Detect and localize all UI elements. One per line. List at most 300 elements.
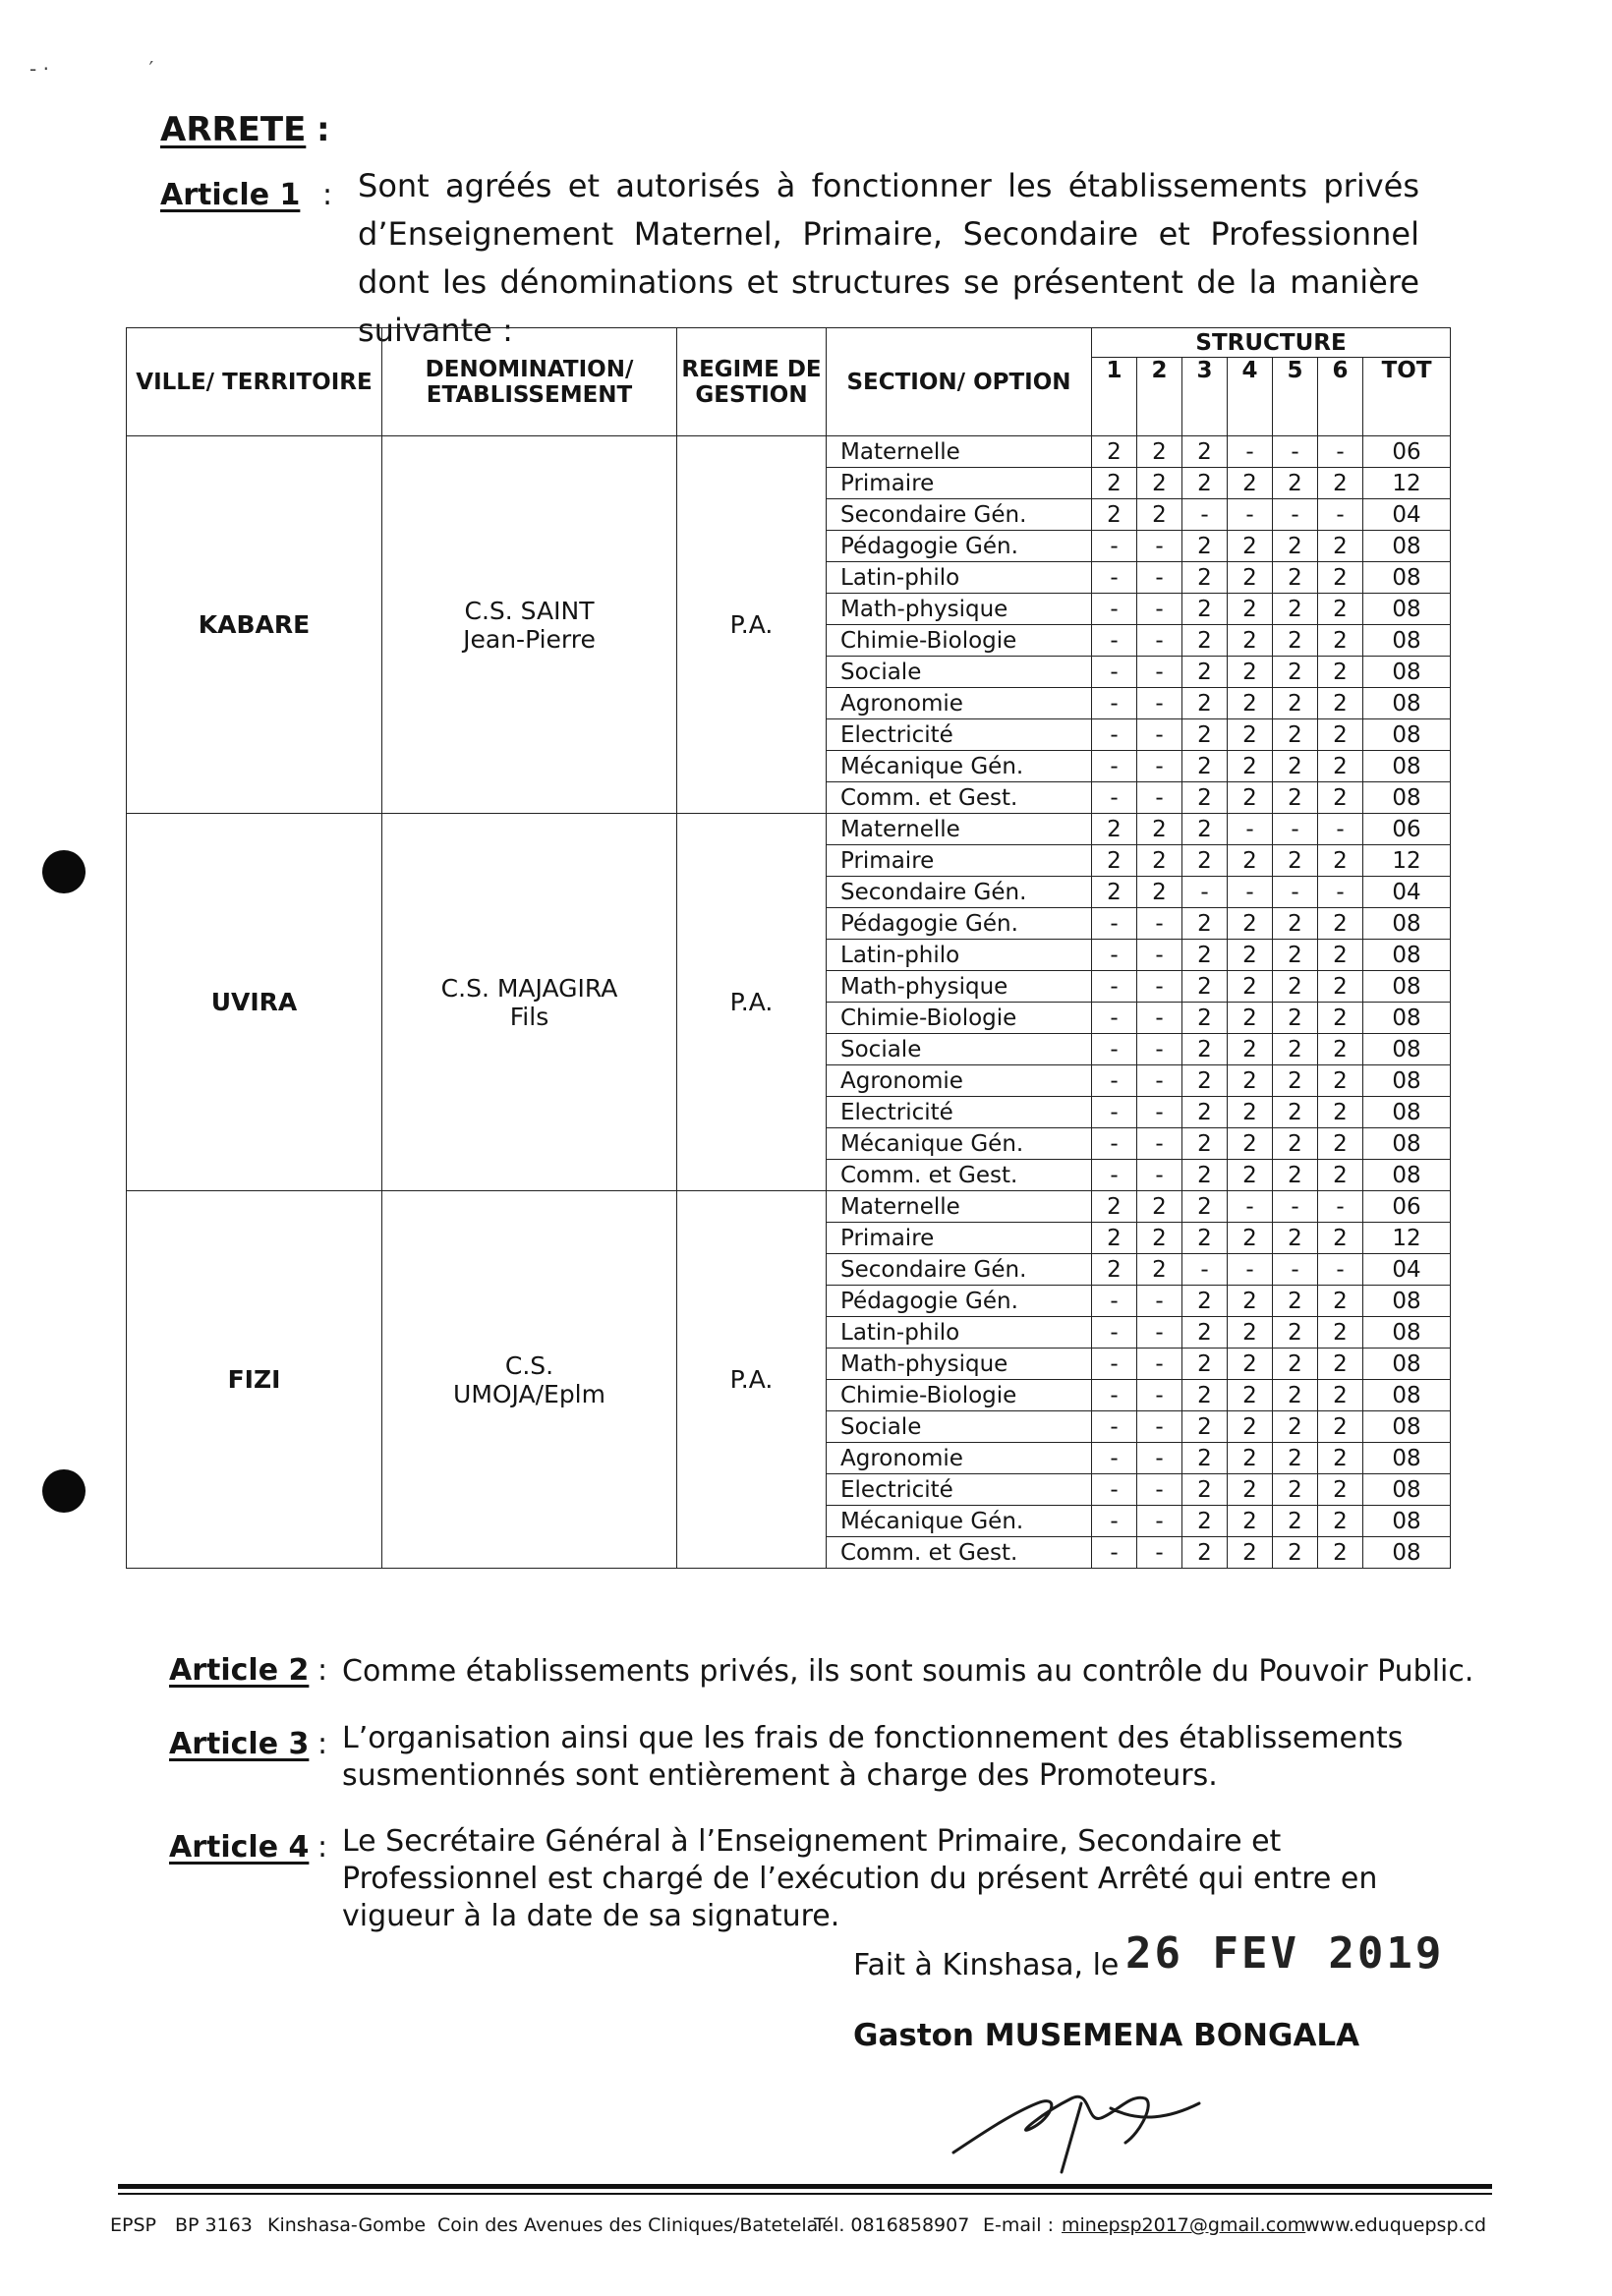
- year-value-cell: 2: [1182, 1537, 1228, 1569]
- table-row: [127, 1191, 1451, 1223]
- year-value-cell: -: [1137, 1349, 1182, 1380]
- section-cell: Secondaire Gén.: [827, 1254, 1092, 1286]
- year-value-cell: 2: [1182, 688, 1228, 719]
- year-value-cell: -: [1318, 877, 1363, 908]
- total-cell: 08: [1363, 1537, 1451, 1569]
- footer-website[interactable]: www.eduquepsp.cd: [1304, 2214, 1487, 2236]
- year-value-cell: -: [1137, 688, 1182, 719]
- year-value-cell: 2: [1092, 814, 1137, 845]
- header-denomination: DENOMINATION/ ETABLISSEMENT: [382, 328, 677, 436]
- year-value-cell: 2: [1182, 625, 1228, 657]
- article-3-colon: :: [317, 1727, 328, 1761]
- section-cell: Primaire: [827, 845, 1092, 877]
- year-value-cell: 2: [1273, 845, 1318, 877]
- total-cell: 08: [1363, 1003, 1451, 1034]
- year-value-cell: -: [1318, 814, 1363, 845]
- year-value-cell: 2: [1273, 719, 1318, 751]
- year-value-cell: 2: [1318, 782, 1363, 814]
- punch-hole-dot: [42, 1469, 86, 1513]
- section-cell: Math-physique: [827, 1349, 1092, 1380]
- section-cell: Agronomie: [827, 1065, 1092, 1097]
- total-cell: 04: [1363, 499, 1451, 531]
- total-cell: 08: [1363, 908, 1451, 940]
- total-cell: 08: [1363, 1349, 1451, 1380]
- year-value-cell: 2: [1228, 1223, 1273, 1254]
- regime-cell: P.A.: [677, 814, 827, 1191]
- year-value-cell: 2: [1318, 1034, 1363, 1065]
- year-value-cell: 2: [1137, 845, 1182, 877]
- year-value-cell: -: [1228, 814, 1273, 845]
- year-value-cell: -: [1137, 940, 1182, 971]
- date-stamp: 26 FEV 2019: [1125, 1928, 1445, 1979]
- year-value-cell: 2: [1092, 1254, 1137, 1286]
- year-value-cell: -: [1092, 1380, 1137, 1411]
- year-value-cell: 2: [1228, 845, 1273, 877]
- year-value-cell: 2: [1182, 531, 1228, 562]
- year-value-cell: 2: [1228, 940, 1273, 971]
- year-value-cell: 2: [1182, 1223, 1228, 1254]
- year-value-cell: -: [1092, 751, 1137, 782]
- year-value-cell: 2: [1228, 625, 1273, 657]
- year-value-cell: 2: [1318, 657, 1363, 688]
- year-value-cell: 2: [1137, 877, 1182, 908]
- year-value-cell: 2: [1273, 908, 1318, 940]
- year-value-cell: -: [1092, 1065, 1137, 1097]
- year-value-cell: 2: [1273, 531, 1318, 562]
- total-cell: 08: [1363, 531, 1451, 562]
- year-value-cell: -: [1137, 1537, 1182, 1569]
- year-value-cell: 2: [1092, 845, 1137, 877]
- header-year: 3: [1182, 358, 1228, 436]
- year-value-cell: 2: [1318, 1537, 1363, 1569]
- year-value-cell: -: [1092, 1537, 1137, 1569]
- section-cell: Comm. et Gest.: [827, 1537, 1092, 1569]
- year-value-cell: -: [1092, 1411, 1137, 1443]
- year-value-cell: 2: [1228, 1411, 1273, 1443]
- year-value-cell: 2: [1182, 594, 1228, 625]
- total-cell: 08: [1363, 971, 1451, 1003]
- year-value-cell: -: [1228, 877, 1273, 908]
- total-cell: 06: [1363, 436, 1451, 468]
- year-value-cell: 2: [1273, 1097, 1318, 1128]
- ville-cell: FIZI: [127, 1191, 382, 1569]
- section-cell: Electricité: [827, 1097, 1092, 1128]
- footer-email-label: E-mail :: [983, 2214, 1055, 2236]
- section-cell: Sociale: [827, 1411, 1092, 1443]
- year-value-cell: 2: [1228, 1537, 1273, 1569]
- year-value-cell: 2: [1318, 1506, 1363, 1537]
- year-value-cell: 2: [1182, 845, 1228, 877]
- year-value-cell: -: [1273, 1254, 1318, 1286]
- year-value-cell: -: [1318, 1254, 1363, 1286]
- year-value-cell: 2: [1182, 1097, 1228, 1128]
- year-value-cell: 2: [1182, 782, 1228, 814]
- year-value-cell: -: [1137, 1411, 1182, 1443]
- year-value-cell: 2: [1318, 531, 1363, 562]
- year-value-cell: 2: [1228, 1097, 1273, 1128]
- footer-address: Coin des Avenues des Cliniques/Batetela: [437, 2214, 819, 2236]
- section-cell: Primaire: [827, 468, 1092, 499]
- year-value-cell: 2: [1273, 1128, 1318, 1160]
- section-cell: Sociale: [827, 657, 1092, 688]
- year-value-cell: 2: [1228, 1506, 1273, 1537]
- year-value-cell: 2: [1182, 436, 1228, 468]
- year-value-cell: 2: [1273, 1380, 1318, 1411]
- year-value-cell: 2: [1318, 1223, 1363, 1254]
- year-value-cell: -: [1273, 877, 1318, 908]
- year-value-cell: 2: [1182, 1065, 1228, 1097]
- article-2-colon: :: [317, 1653, 328, 1688]
- year-value-cell: 2: [1318, 625, 1363, 657]
- year-value-cell: 2: [1182, 751, 1228, 782]
- total-cell: 12: [1363, 1223, 1451, 1254]
- handwritten-signature: [944, 2074, 1219, 2182]
- year-value-cell: -: [1137, 971, 1182, 1003]
- year-value-cell: 2: [1273, 1506, 1318, 1537]
- year-value-cell: -: [1092, 1034, 1137, 1065]
- year-value-cell: -: [1092, 782, 1137, 814]
- year-value-cell: 2: [1273, 782, 1318, 814]
- article-2-label: Article 2: [169, 1653, 310, 1688]
- article-4-colon: :: [317, 1830, 328, 1865]
- article-4-label: Article 4: [169, 1830, 310, 1865]
- year-value-cell: -: [1228, 499, 1273, 531]
- year-value-cell: 2: [1273, 1349, 1318, 1380]
- year-value-cell: 2: [1228, 1474, 1273, 1506]
- year-value-cell: 2: [1318, 1003, 1363, 1034]
- regime-cell: P.A.: [677, 1191, 827, 1569]
- article-2-text: Comme établissements privés, ils sont soumis au contrôle du Pouvoir Public.: [342, 1654, 1474, 1689]
- total-cell: 08: [1363, 1128, 1451, 1160]
- year-value-cell: -: [1273, 499, 1318, 531]
- year-value-cell: 2: [1137, 499, 1182, 531]
- total-cell: 08: [1363, 782, 1451, 814]
- year-value-cell: -: [1137, 908, 1182, 940]
- year-value-cell: 2: [1228, 782, 1273, 814]
- year-value-cell: 2: [1228, 1349, 1273, 1380]
- year-value-cell: 2: [1273, 1537, 1318, 1569]
- year-value-cell: -: [1137, 1286, 1182, 1317]
- section-cell: Mécanique Gén.: [827, 1506, 1092, 1537]
- total-cell: 08: [1363, 751, 1451, 782]
- year-value-cell: -: [1092, 1160, 1137, 1191]
- year-value-cell: 2: [1318, 562, 1363, 594]
- year-value-cell: -: [1092, 1128, 1137, 1160]
- year-value-cell: 2: [1318, 1317, 1363, 1349]
- section-cell: Sociale: [827, 1034, 1092, 1065]
- year-value-cell: 2: [1182, 908, 1228, 940]
- total-cell: 08: [1363, 594, 1451, 625]
- section-cell: Math-physique: [827, 594, 1092, 625]
- article-3-text: L’organisation ainsi que les frais de fonctionnement des établissements susmentionnés sont entièrement à charge des Promoteurs.: [342, 1721, 1404, 1793]
- year-value-cell: 2: [1228, 1380, 1273, 1411]
- year-value-cell: -: [1092, 1003, 1137, 1034]
- year-value-cell: 2: [1228, 1034, 1273, 1065]
- section-cell: Chimie-Biologie: [827, 1380, 1092, 1411]
- year-value-cell: 2: [1092, 1191, 1137, 1223]
- year-value-cell: 2: [1228, 562, 1273, 594]
- year-value-cell: -: [1092, 1443, 1137, 1474]
- section-cell: Mécanique Gén.: [827, 751, 1092, 782]
- year-value-cell: 2: [1182, 971, 1228, 1003]
- year-value-cell: 2: [1273, 1411, 1318, 1443]
- footer-org: EPSP: [110, 2214, 156, 2236]
- year-value-cell: -: [1092, 719, 1137, 751]
- total-cell: 08: [1363, 562, 1451, 594]
- year-value-cell: 2: [1318, 1097, 1363, 1128]
- total-cell: 08: [1363, 1034, 1451, 1065]
- total-cell: 08: [1363, 1317, 1451, 1349]
- year-value-cell: -: [1092, 1317, 1137, 1349]
- total-cell: 08: [1363, 1160, 1451, 1191]
- year-value-cell: 2: [1228, 1286, 1273, 1317]
- year-value-cell: 2: [1182, 1286, 1228, 1317]
- year-value-cell: 2: [1318, 594, 1363, 625]
- section-cell: Comm. et Gest.: [827, 1160, 1092, 1191]
- year-value-cell: -: [1092, 531, 1137, 562]
- section-cell: Pédagogie Gén.: [827, 908, 1092, 940]
- year-value-cell: -: [1092, 1286, 1137, 1317]
- year-value-cell: 2: [1228, 1128, 1273, 1160]
- year-value-cell: 2: [1182, 1443, 1228, 1474]
- year-value-cell: 2: [1318, 1128, 1363, 1160]
- article-1-label: Article 1: [160, 178, 301, 212]
- total-cell: 12: [1363, 468, 1451, 499]
- year-value-cell: 2: [1137, 1223, 1182, 1254]
- article-4-text: Le Secrétaire Général à l’Enseignement Primaire, Secondaire et Professionnel est chargé de l’exécution du présent Arrêté qui entre en vigueur à la date de sa signature.: [342, 1824, 1378, 1933]
- total-cell: 08: [1363, 1474, 1451, 1506]
- section-cell: Agronomie: [827, 688, 1092, 719]
- section-cell: Maternelle: [827, 436, 1092, 468]
- year-value-cell: 2: [1092, 877, 1137, 908]
- structure-table: [126, 327, 1451, 1569]
- total-cell: 08: [1363, 940, 1451, 971]
- year-value-cell: -: [1092, 908, 1137, 940]
- year-value-cell: -: [1137, 1474, 1182, 1506]
- year-value-cell: 2: [1092, 436, 1137, 468]
- ville-cell: KABARE: [127, 436, 382, 814]
- total-cell: 08: [1363, 688, 1451, 719]
- year-value-cell: -: [1092, 1474, 1137, 1506]
- year-value-cell: 2: [1318, 688, 1363, 719]
- year-value-cell: 2: [1273, 751, 1318, 782]
- year-value-cell: 2: [1273, 1223, 1318, 1254]
- table-row: [127, 436, 1451, 468]
- year-value-cell: -: [1137, 1443, 1182, 1474]
- year-value-cell: -: [1092, 594, 1137, 625]
- year-value-cell: -: [1092, 971, 1137, 1003]
- section-cell: Pédagogie Gén.: [827, 531, 1092, 562]
- year-value-cell: 2: [1318, 1160, 1363, 1191]
- year-value-cell: 2: [1228, 971, 1273, 1003]
- header-year: 1: [1092, 358, 1137, 436]
- year-value-cell: -: [1137, 1034, 1182, 1065]
- year-value-cell: 2: [1182, 468, 1228, 499]
- year-value-cell: 2: [1228, 688, 1273, 719]
- year-value-cell: 2: [1228, 719, 1273, 751]
- year-value-cell: -: [1137, 1380, 1182, 1411]
- total-cell: 04: [1363, 1254, 1451, 1286]
- year-value-cell: 2: [1273, 657, 1318, 688]
- year-value-cell: -: [1137, 531, 1182, 562]
- total-cell: 08: [1363, 657, 1451, 688]
- section-cell: Electricité: [827, 1474, 1092, 1506]
- section-cell: Latin-philo: [827, 1317, 1092, 1349]
- header-regime: REGIME DE GESTION: [677, 328, 827, 436]
- year-value-cell: -: [1137, 594, 1182, 625]
- year-value-cell: -: [1137, 625, 1182, 657]
- year-value-cell: -: [1137, 719, 1182, 751]
- section-cell: Chimie-Biologie: [827, 1003, 1092, 1034]
- section-cell: Latin-philo: [827, 562, 1092, 594]
- year-value-cell: 2: [1273, 940, 1318, 971]
- section-cell: Secondaire Gén.: [827, 877, 1092, 908]
- year-value-cell: -: [1092, 657, 1137, 688]
- header-ville: VILLE/ TERRITOIRE: [127, 328, 382, 436]
- year-value-cell: 2: [1228, 1443, 1273, 1474]
- total-cell: 06: [1363, 814, 1451, 845]
- header-year: 2: [1137, 358, 1182, 436]
- year-value-cell: 2: [1228, 468, 1273, 499]
- year-value-cell: 2: [1182, 940, 1228, 971]
- year-value-cell: 2: [1092, 468, 1137, 499]
- year-value-cell: 2: [1318, 845, 1363, 877]
- header-year: 6: [1318, 358, 1363, 436]
- year-value-cell: -: [1092, 625, 1137, 657]
- year-value-cell: -: [1273, 1191, 1318, 1223]
- section-cell: Primaire: [827, 1223, 1092, 1254]
- year-value-cell: 2: [1182, 1474, 1228, 1506]
- section-cell: Comm. et Gest.: [827, 782, 1092, 814]
- etablissement-cell: C.S. UMOJA/Eplm: [382, 1191, 677, 1569]
- section-cell: Maternelle: [827, 1191, 1092, 1223]
- year-value-cell: -: [1318, 499, 1363, 531]
- etablissement-cell: C.S. SAINT Jean-Pierre: [382, 436, 677, 814]
- section-cell: Math-physique: [827, 971, 1092, 1003]
- year-value-cell: 2: [1092, 499, 1137, 531]
- year-value-cell: 2: [1228, 1317, 1273, 1349]
- year-value-cell: -: [1182, 877, 1228, 908]
- year-value-cell: 2: [1182, 562, 1228, 594]
- year-value-cell: 2: [1318, 908, 1363, 940]
- year-value-cell: 2: [1318, 468, 1363, 499]
- header-total: TOT: [1363, 358, 1451, 436]
- year-value-cell: 2: [1318, 940, 1363, 971]
- year-value-cell: -: [1137, 657, 1182, 688]
- year-value-cell: 2: [1182, 814, 1228, 845]
- year-value-cell: 2: [1092, 1223, 1137, 1254]
- year-value-cell: 2: [1182, 1317, 1228, 1349]
- year-value-cell: -: [1318, 436, 1363, 468]
- year-value-cell: 2: [1137, 1191, 1182, 1223]
- year-value-cell: 2: [1228, 908, 1273, 940]
- year-value-cell: -: [1228, 1191, 1273, 1223]
- section-cell: Latin-philo: [827, 940, 1092, 971]
- fait-a-kinshasa: Fait à Kinshasa, le: [853, 1948, 1120, 1982]
- year-value-cell: -: [1137, 562, 1182, 594]
- year-value-cell: -: [1273, 436, 1318, 468]
- year-value-cell: -: [1228, 1254, 1273, 1286]
- year-value-cell: 2: [1318, 1065, 1363, 1097]
- year-value-cell: 2: [1273, 594, 1318, 625]
- year-value-cell: -: [1137, 1097, 1182, 1128]
- footer-email[interactable]: minepsp2017@gmail.com: [1062, 2214, 1306, 2236]
- year-value-cell: 2: [1137, 1254, 1182, 1286]
- total-cell: 08: [1363, 1097, 1451, 1128]
- year-value-cell: 2: [1228, 657, 1273, 688]
- scan-marks: ‐ · ′: [29, 57, 154, 81]
- year-value-cell: 2: [1182, 1034, 1228, 1065]
- year-value-cell: 2: [1182, 1128, 1228, 1160]
- total-cell: 08: [1363, 1506, 1451, 1537]
- year-value-cell: -: [1273, 814, 1318, 845]
- punch-hole-dot: [42, 850, 86, 893]
- year-value-cell: 2: [1273, 1003, 1318, 1034]
- year-value-cell: 2: [1318, 1380, 1363, 1411]
- total-cell: 08: [1363, 1411, 1451, 1443]
- arrete-heading: ARRETE: [160, 110, 307, 149]
- year-value-cell: 2: [1228, 531, 1273, 562]
- total-cell: 08: [1363, 719, 1451, 751]
- year-value-cell: 2: [1273, 1474, 1318, 1506]
- year-value-cell: 2: [1137, 814, 1182, 845]
- year-value-cell: -: [1092, 940, 1137, 971]
- year-value-cell: 2: [1318, 719, 1363, 751]
- year-value-cell: 2: [1273, 562, 1318, 594]
- article-3-label: Article 3: [169, 1727, 310, 1761]
- etablissement-cell: C.S. MAJAGIRA Fils: [382, 814, 677, 1191]
- year-value-cell: -: [1137, 1003, 1182, 1034]
- year-value-cell: -: [1137, 1160, 1182, 1191]
- total-cell: 06: [1363, 1191, 1451, 1223]
- section-cell: Maternelle: [827, 814, 1092, 845]
- total-cell: 08: [1363, 1443, 1451, 1474]
- year-value-cell: 2: [1228, 751, 1273, 782]
- article-1-text: Sont agréés et autorisés à fonctionner les établissements privés d’Enseignement Maternel, Primaire, Secondaire et Professionnel dont les dénominations et structures se présentent de la manière suivante :: [358, 167, 1419, 349]
- footer-tel: Tél. 0816858907: [814, 2214, 970, 2236]
- signatory-name: Gaston MUSEMENA BONGALA: [853, 2018, 1360, 2053]
- total-cell: 12: [1363, 845, 1451, 877]
- year-value-cell: 2: [1318, 1349, 1363, 1380]
- section-cell: Agronomie: [827, 1443, 1092, 1474]
- year-value-cell: 2: [1137, 468, 1182, 499]
- year-value-cell: 2: [1182, 657, 1228, 688]
- year-value-cell: 2: [1273, 625, 1318, 657]
- table-row: [127, 814, 1451, 845]
- year-value-cell: -: [1137, 782, 1182, 814]
- year-value-cell: -: [1092, 562, 1137, 594]
- header-section: SECTION/ OPTION: [827, 328, 1092, 436]
- total-cell: 08: [1363, 1065, 1451, 1097]
- section-cell: Mécanique Gén.: [827, 1128, 1092, 1160]
- total-cell: 08: [1363, 1286, 1451, 1317]
- year-value-cell: -: [1137, 751, 1182, 782]
- footer-city: Kinshasa-Gombe: [267, 2214, 427, 2236]
- year-value-cell: -: [1137, 1128, 1182, 1160]
- year-value-cell: -: [1318, 1191, 1363, 1223]
- year-value-cell: -: [1092, 1506, 1137, 1537]
- year-value-cell: 2: [1318, 1286, 1363, 1317]
- year-value-cell: 2: [1273, 1065, 1318, 1097]
- year-value-cell: 2: [1318, 971, 1363, 1003]
- section-cell: Pédagogie Gén.: [827, 1286, 1092, 1317]
- year-value-cell: 2: [1137, 436, 1182, 468]
- ville-cell: UVIRA: [127, 814, 382, 1191]
- year-value-cell: 2: [1228, 1003, 1273, 1034]
- total-cell: 08: [1363, 1380, 1451, 1411]
- year-value-cell: 2: [1273, 1286, 1318, 1317]
- year-value-cell: 2: [1228, 1065, 1273, 1097]
